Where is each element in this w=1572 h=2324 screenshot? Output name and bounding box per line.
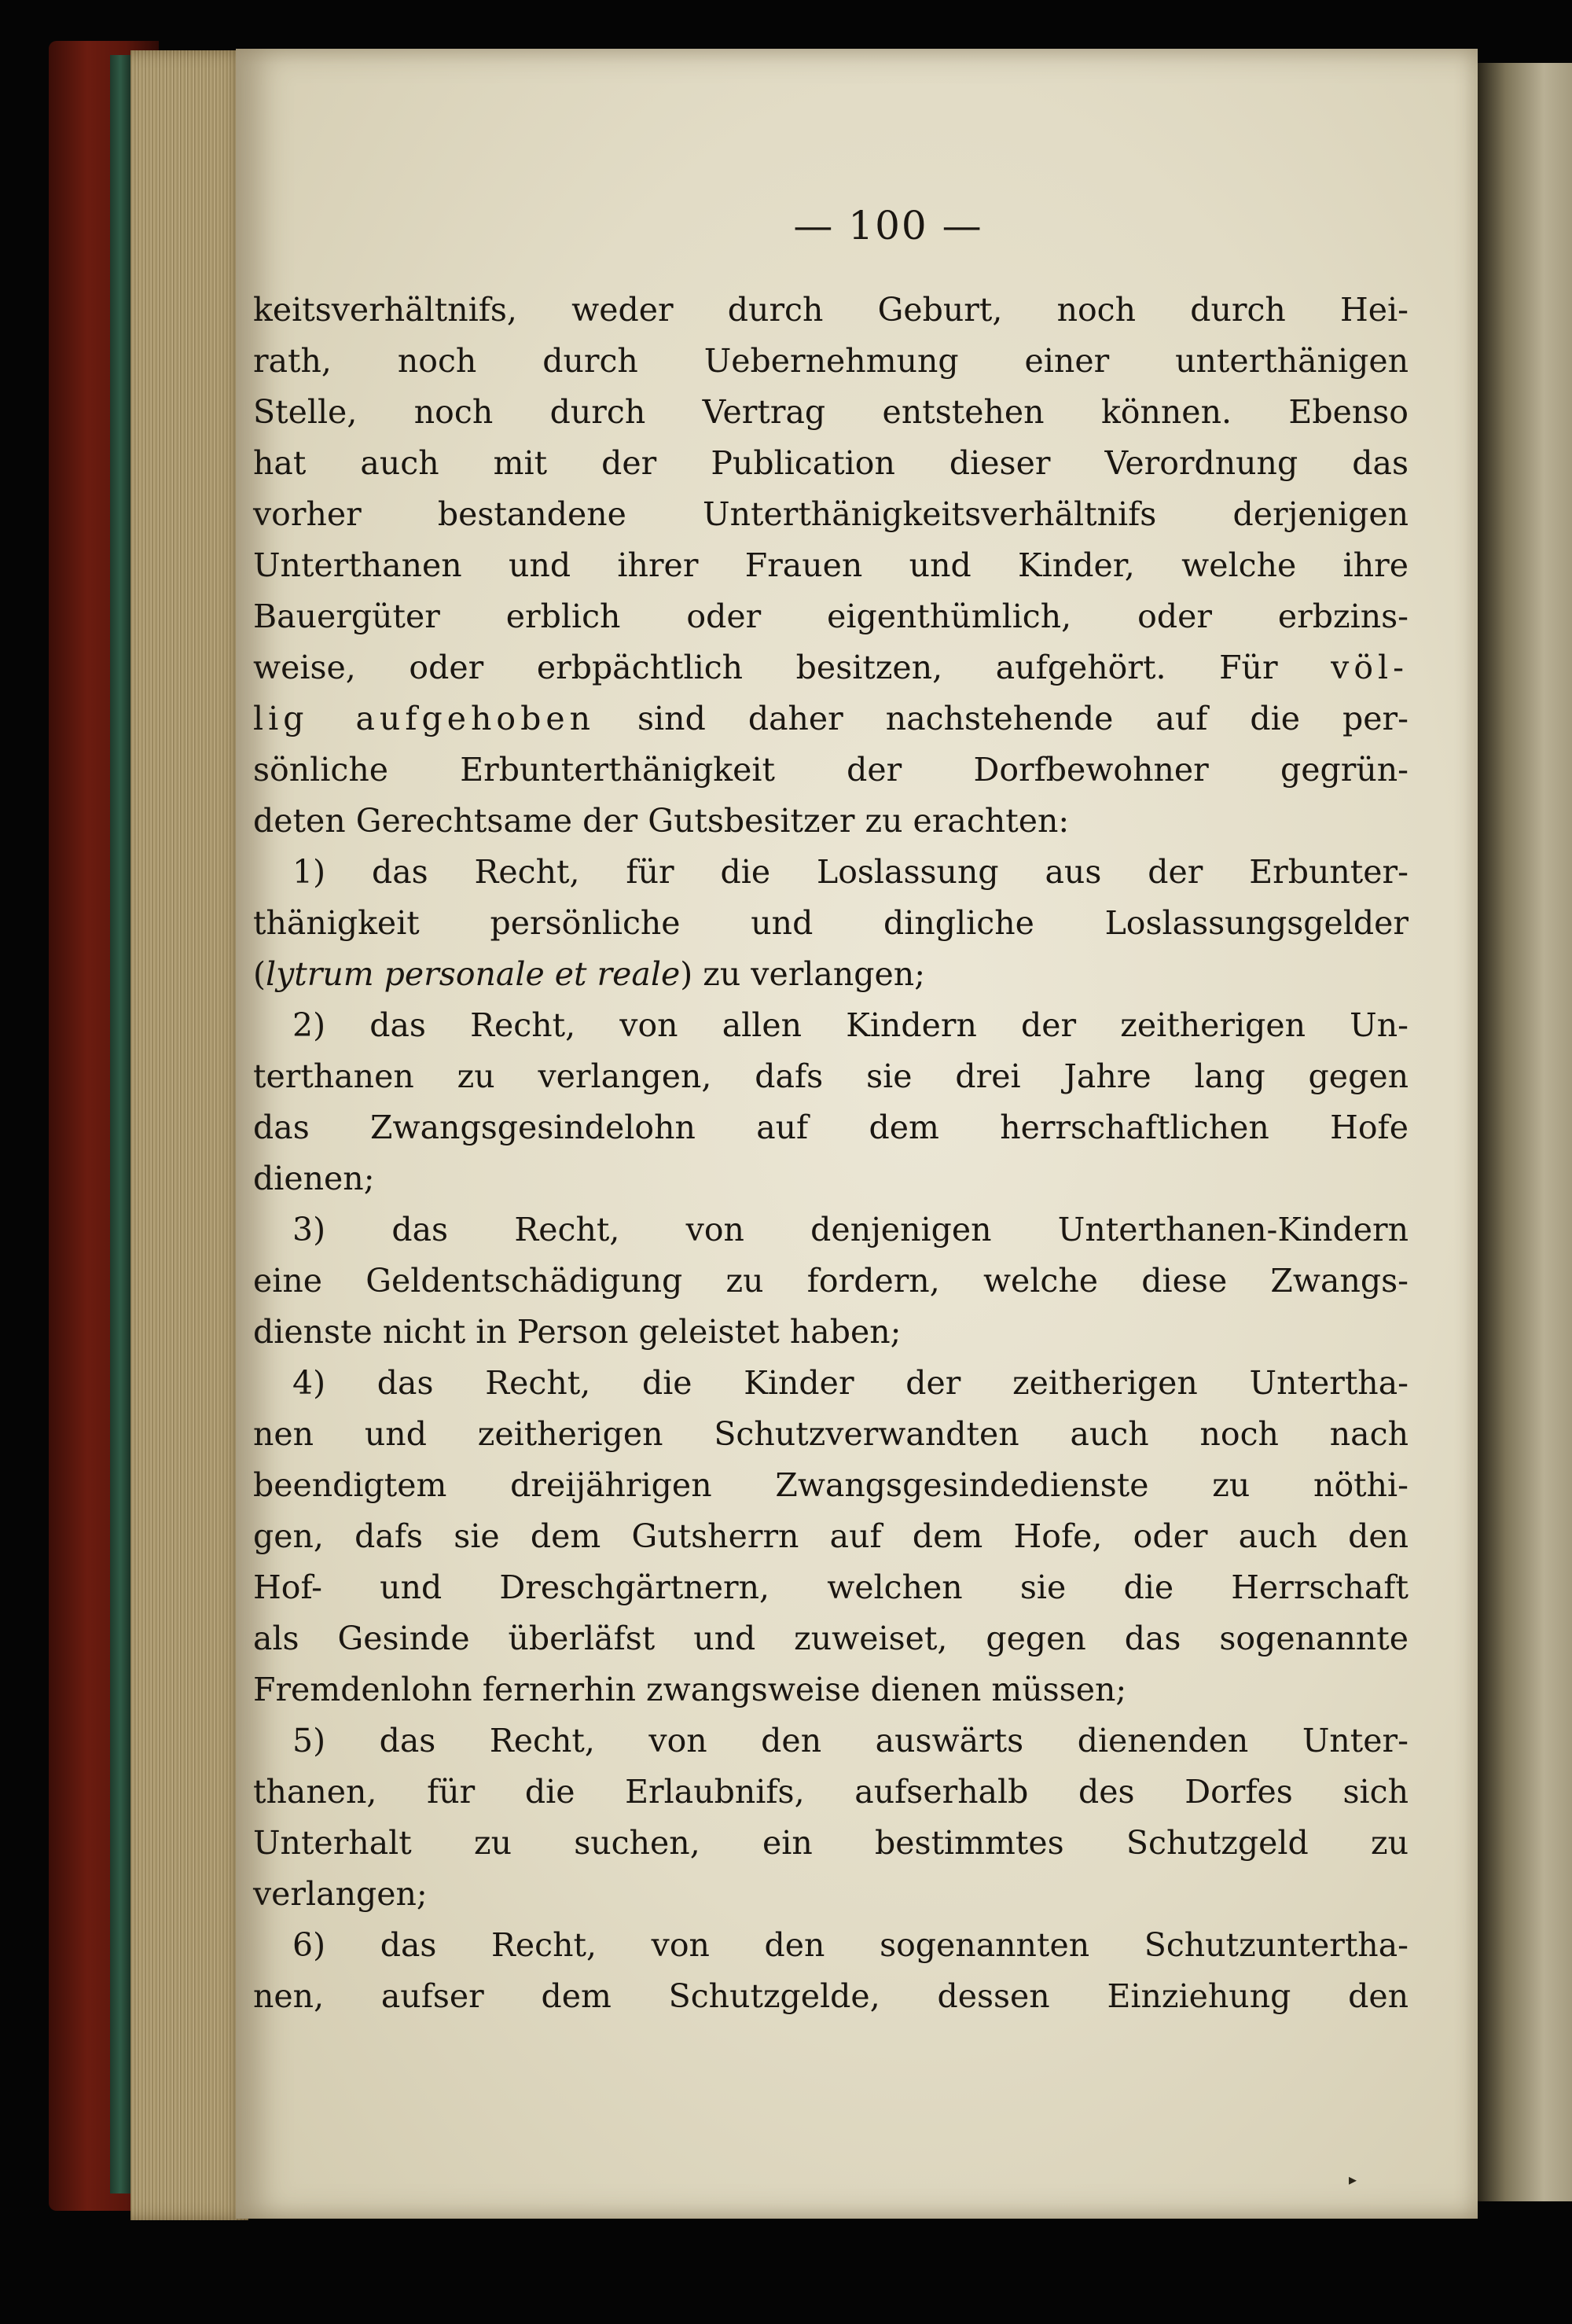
text-line: deten Gerechtsame der Gutsbesitzer zu erachten: [253,802,1070,840]
text-line: Unterhalt zu suchen, ein bestimmtes Schutzgeld zu [253,1824,1409,1862]
text-line: dienen; [253,1160,375,1197]
latin-term: lytrum personale et reale [266,955,681,993]
list-item-2-line: 2) das Recht, von allen Kindern der zeitherigen Un- [292,1006,1409,1044]
page-edges [130,50,248,2220]
text-line [253,642,1409,693]
list-item-6-line: 6) das Recht, von den sogenannten Schutzunterthа- [292,1926,1409,1964]
text-line: thänigkeit persönliche und dingliche Loslassungsgelder [253,904,1409,942]
text-line [253,693,1409,745]
text-line: nen und zeitherigen Schutzverwandten auch noch nach [253,1415,1409,1453]
text-line: als Gesinde überläfst und zuweiset, gegen das sogenannte [253,1620,1409,1657]
list-item-3-line: 3) das Recht, von denjenigen Unterthanen-Kindern [292,1211,1409,1248]
text-line: das Zwangsgesindelohn auf dem herrschaftlichen Hofe [253,1109,1409,1146]
text-fragment: sind daher nachstehende auf die per- [595,700,1409,737]
text-fragment: ( [253,955,266,993]
text-line: nen, aufser dem Schutzgelde, dessen Einziehung den [253,1977,1409,2015]
printer-mark: ▸ [1349,2170,1357,2189]
emphasis-spaced: lig aufgehoben [253,700,596,737]
text-line: keitsverhältnifs, weder durch Geburt, noch durch Hei- [253,291,1409,329]
text-line [253,949,1409,1000]
text-line: vorher bestandene Unterthänigkeitsverhältnifs derjenigen [253,495,1409,533]
text-line: thanen, für die Erlaubnifs, aufserhalb des Dorfes sich [253,1773,1409,1811]
text-fragment: ) zu verlangen; [680,955,926,993]
endpaper-edge [110,55,130,2193]
page-number: — 100 — [793,203,983,248]
text-line: hat auch mit der Publication dieser Verordnung das [253,444,1409,482]
list-item-5-line: 5) das Recht, von den auswärts dienenden Unter- [292,1722,1409,1760]
text-line: Bauergüter erblich oder eigenthümlich, oder erbzins- [253,598,1409,635]
facing-page-edge [1478,63,1572,2201]
text-line: Unterthanen und ihrer Frauen und Kinder, welche ihre [253,546,1409,584]
text-line: eine Geldentschädigung zu fordern, welche diese Zwangs- [253,1262,1409,1300]
list-item-1-line: 1) das Recht, für die Loslassung aus der Erbunter- [292,853,1409,891]
emphasis-spaced: völ- [1331,649,1409,686]
text-line: terthanen zu verlangen, dafs sie drei Jahre lang gegen [253,1057,1409,1095]
text-line: beendigtem dreijährigen Zwangsgesindedienste zu nöthi- [253,1466,1409,1504]
text-line: gen, dafs sie dem Gutsherrn auf dem Hofe, oder auch den [253,1517,1409,1555]
text-fragment: weise, oder erbpächtlich besitzen, aufgehört. Für [253,649,1331,686]
text-line: Fremdenlohn fernerhin zwangsweise dienen müssen; [253,1671,1127,1708]
text-line: rath, noch durch Uebernehmung einer unterthänigen [253,342,1409,380]
text-line: sönliche Erbunterthänigkeit der Dorfbewohner gegrün- [253,751,1409,789]
list-item-4-line: 4) das Recht, die Kinder der zeitherigen Untertha- [292,1364,1409,1402]
text-line: dienste nicht in Person geleistet haben; [253,1313,902,1351]
page-text [253,285,1409,2022]
text-line: verlangen; [253,1875,428,1913]
text-line: Hof- und Dreschgärtnern, welchen sie die Herrschaft [253,1568,1409,1606]
text-line: Stelle, noch durch Vertrag entstehen können. Ebenso [253,393,1409,431]
